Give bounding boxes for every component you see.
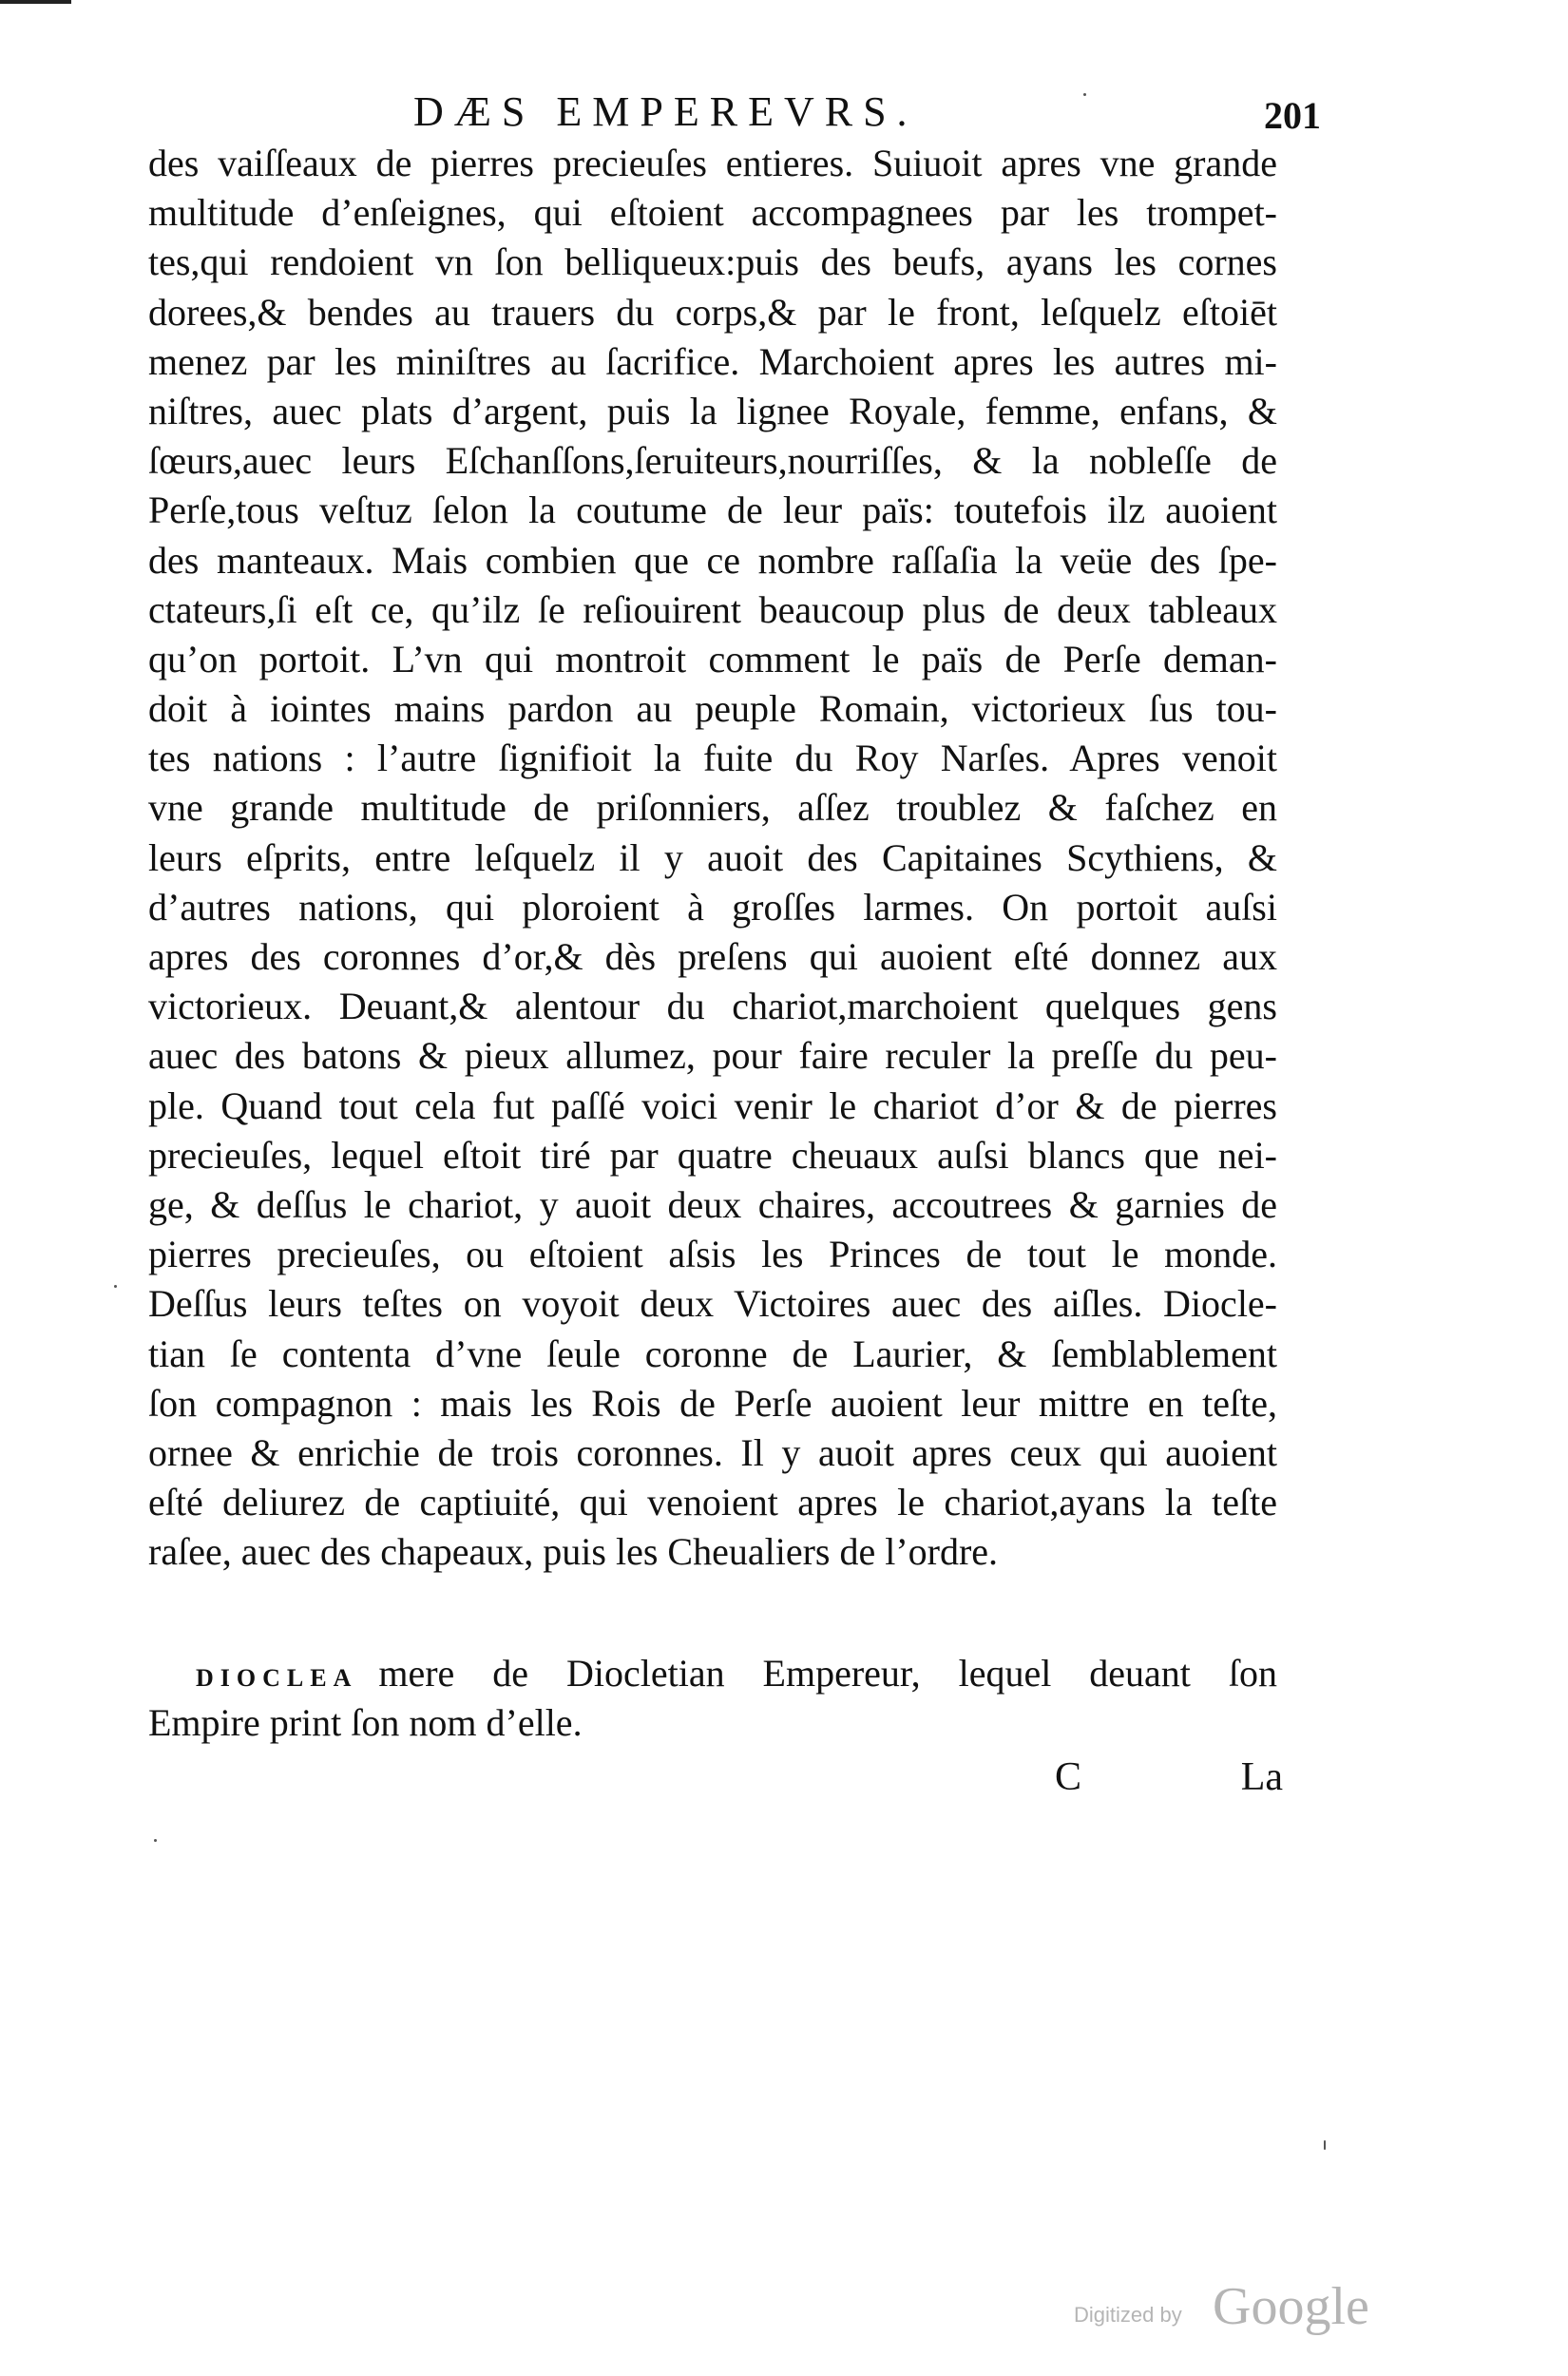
ink-speck [154, 1839, 157, 1842]
text-line: tes nations : l’autre ſignifioit la fuite du Roy Narſes. Apres venoit [148, 737, 1277, 780]
text-line: precieuſes, lequel eſtoit tiré par quatre cheuaux auſsi blancs que nei- [148, 1133, 1277, 1177]
google-logo: Google [1213, 2277, 1369, 2336]
text-line: ſœurs,auec leurs Eſchanſſons,ſeruiteurs,nourriſſes, & la nobleſſe de [148, 439, 1277, 483]
entry-line [196, 1649, 1277, 1698]
text-line: tian ſe contenta d’vne ſeule coronne de Laurier, & ſemblablement [148, 1332, 1277, 1375]
text-line: des vaiſſeaux de pierres precieuſes entieres. Suiuoit apres vne grande [148, 142, 1277, 184]
entry-text: mere de Diocletian Empereur, lequel deuant ſon [378, 1652, 1277, 1695]
dioclea-entry [148, 1649, 1277, 1748]
text-line: vne grande multitude de priſonniers, aſſez troublez & faſchez en [148, 786, 1277, 830]
text-line: pierres precieuſes, ou eſtoient aſsis les Princes de tout le monde. [148, 1233, 1277, 1276]
text-line: doit à iointes mains pardon au peuple Romain, victorieux ſus tou- [148, 687, 1277, 731]
text-line: Deſſus leurs teſtes on voyoit deux Victoires auec des aiſles. Diocle- [148, 1282, 1277, 1326]
text-line: eſté deliurez de captiuité, qui venoient apres le chariot,ayans la teſte [148, 1481, 1277, 1524]
page-number: 201 [1264, 94, 1321, 137]
running-head: DÆS EMPEREVRS. [413, 88, 918, 135]
text-line: raſee, auec des chapeaux, puis les Cheualiers de l’ordre. [148, 1530, 999, 1574]
text-line: menez par les miniſtres au ſacrifice. Marchoient apres les autres mi- [148, 339, 1277, 383]
text-line: Perſe,tous veſtuz ſelon la coutume de leur païs: toutefois ilz auoient [148, 489, 1277, 532]
text-line: d’autres nations, qui ploroient à groſſes larmes. On portoit auſsi [148, 885, 1277, 929]
text-line: multitude d’enſeignes, qui eſtoient accompagnees par les trompet- [148, 191, 1277, 235]
ink-speck [1083, 93, 1086, 96]
text-line: ple. Quand tout cela fut paſſé voici venir le chariot d’or & de pierres [148, 1083, 1277, 1127]
scan-edge-mark [0, 0, 71, 4]
page-footer [1055, 1749, 1283, 1806]
text-line: auec des batons & pieux allumez, pour faire reculer la preſſe du peu- [148, 1034, 1277, 1078]
text-line: qu’on portoit. L’vn qui montroit comment le païs de Perſe deman- [148, 637, 1277, 680]
text-line: tes,qui rendoient vn ſon belliqueux:puis des beufs, ayans les cornes [148, 240, 1277, 284]
signature-mark: C [1055, 1755, 1082, 1799]
entry-headword: DIOCLEA [196, 1664, 358, 1692]
main-paragraph [148, 139, 1277, 1577]
text-line: victorieux. Deuant,& alentour du chariot,marchoient quelques gens [148, 985, 1277, 1028]
text-line: leurs eſprits, entre leſquelz il y auoit des Capitaines Scythiens, & [148, 835, 1277, 879]
text-line: ctateurs,ſi eſt ce, qu’ilz ſe reſiouirent beaucoup plus de deux tableaux [148, 587, 1277, 631]
google-watermark [1074, 2276, 1397, 2343]
text-line: dorees,& bendes au trauers du corps,& par le front, leſquelz eſtoiēt [148, 290, 1277, 334]
page-header [143, 84, 1321, 141]
text-line: ornee & enrichie de trois coronnes. Il y auoit apres ceux qui auoient [148, 1430, 1277, 1474]
text-line: des manteaux. Mais combien que ce nombre raſſaſia la veüe des ſpe- [148, 538, 1277, 582]
text-line: ſon compagnon : mais les Rois de Perſe auoient leur mittre en teſte, [148, 1381, 1277, 1425]
ink-speck [114, 1285, 117, 1288]
watermark-prefix: Digitized by [1074, 2303, 1182, 2327]
text-line: ge, & deſſus le chariot, y auoit deux chaires, accoutrees & garnies de [148, 1182, 1277, 1226]
text-line: apres des coronnes d’or,& dès preſens qui auoient eſté donnez aux [148, 935, 1277, 978]
text-line: niſtres, auec plats d’argent, puis la lignee Royale, femme, enfans, & [148, 389, 1277, 432]
catchword: La [1240, 1755, 1283, 1799]
entry-line: Empire print ſon nom d’elle. [148, 1701, 583, 1745]
ink-speck [1324, 2140, 1326, 2150]
